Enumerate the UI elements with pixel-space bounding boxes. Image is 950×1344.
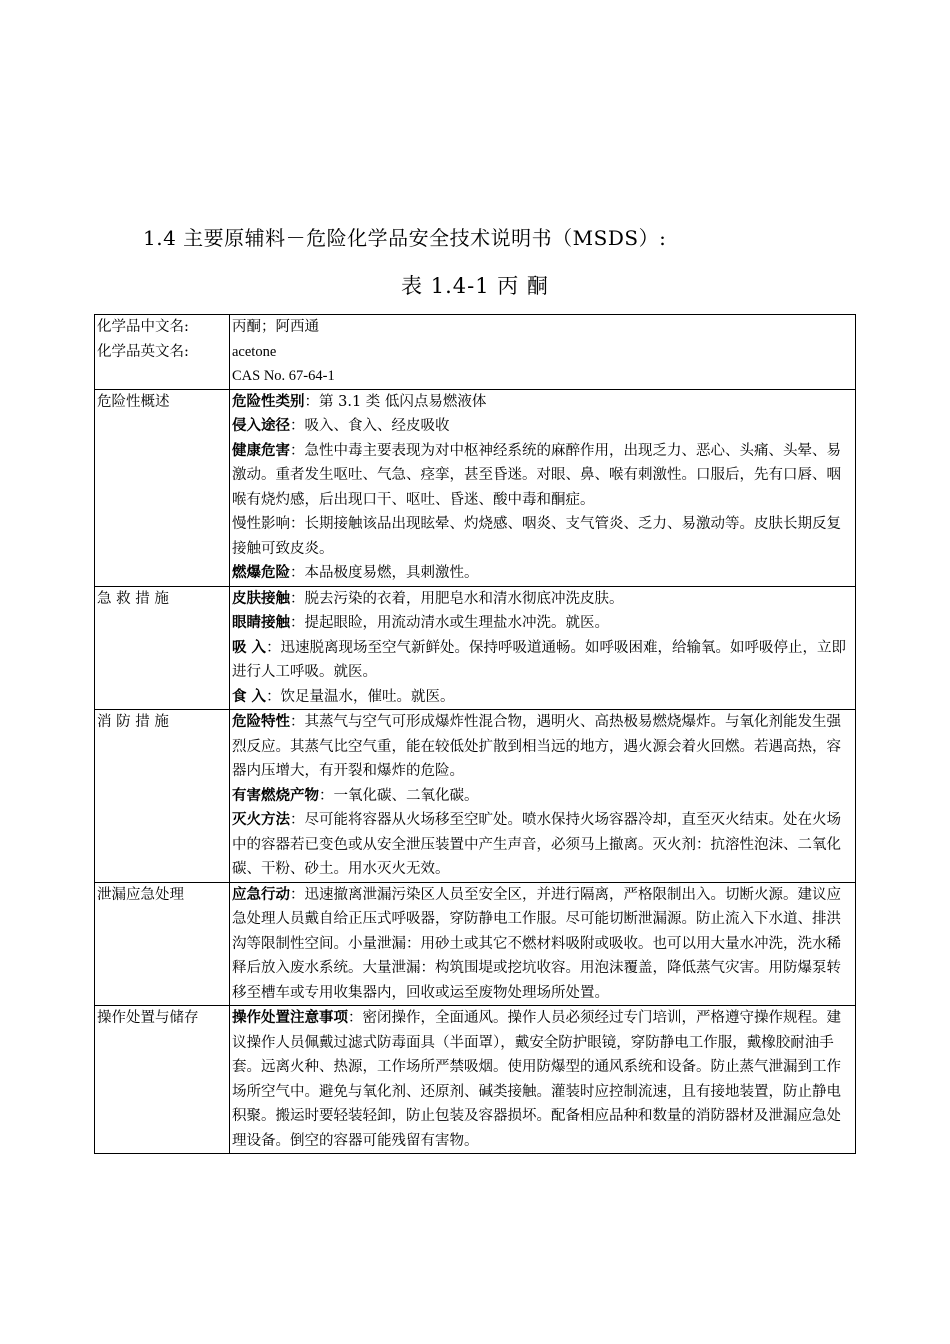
extinguishing-method: [232, 808, 854, 882]
health-hazard-text: ：急性中毒主要表现为对中枢神经系统的麻醉作用，出现乏力、恶心、头痛、头晕、易激动。重者发生呕吐、气急、痉挛，甚至昏迷。对眼、鼻、喉有刺激性。口服后，先有口唇、咽喉有烧灼感，后出现口干、呕吐、昏迷、酸中毒和酮症。: [232, 442, 841, 508]
firefighting-content: [230, 710, 856, 883]
ingestion-label: 食 入: [232, 688, 267, 705]
danger-property: [232, 710, 854, 784]
extinguishing-method-text: ：尽可能将容器从火场移至空旷处。喷水保持火场容器冷却，直至灭火结束。处在火场中的容器若已变色或从安全泄压装置中产生声音，必须马上撤离。灭火剂：抗溶性泡沫、二氧化碳、干粉、砂土。用水灭火无效。: [232, 812, 841, 877]
entry-route-label: 侵入途径: [232, 418, 290, 434]
emergency-action-text: ：迅速撤离泄漏污染区人员至安全区，并进行隔离，严格限制出入。切断火源。建议应急处理人员戴自给正压式呼吸器，穿防静电工作服。尽可能切断泄漏源。防止流入下水道、排洪沟等限制性空间。小量泄漏：用砂土或其它不燃材料吸附或吸收。也可以用大量水冲洗，洗水稀释后放入废水系统。大量泄漏：构筑围堤或挖坑收容。用泡沫覆盖，降低蒸气灾害。用防爆泵转移至槽车或专用收集器内，回收或运至废物处理场所处置。: [232, 886, 841, 1001]
inhalation-label: 吸 入: [232, 639, 267, 656]
skin-contact-label: 皮肤接触: [232, 590, 290, 607]
combustion-products-text: ：一氧化碳、二氧化碳。: [319, 787, 479, 804]
table-title: 表 1.4-1 丙 酮: [401, 274, 549, 298]
entry-route-text: ：吸入、食入、经皮吸收: [290, 418, 450, 434]
combustion-products-label: 有害燃烧产物: [232, 787, 319, 804]
eye-contact: [232, 611, 854, 636]
hazard-row: [95, 389, 856, 586]
en-name-label: 化学品英文名:: [97, 343, 189, 360]
handling-notes-text: ：密闭操作，全面通风。操作人员必须经过专门培训，严格遵守操作规程。建议操作人员佩戴过滤式防毒面具（半面罩），戴安全防护眼镜，穿防静电工作服，戴橡胶耐油手套。远离火种、热源，工作场所严禁吸烟。使用防爆型的通风系统和设备。防止蒸气泄漏到工作场所空气中。避免与氧化剂、还原剂、碱类接触。灌装时应控制流速，且有接地装置，防止静电积聚。搬运时要轻装轻卸，防止包装及容器损坏。配备相应品种和数量的消防器材及泄漏应急处理设备。倒空的容器可能残留有害物。: [232, 1010, 841, 1149]
hazard-label: 危险性概述: [95, 389, 230, 586]
first-aid-row: [95, 586, 856, 710]
cn-name-label: 化学品中文名:: [97, 319, 189, 335]
inhalation: [232, 636, 854, 685]
cas-number: CAS No. 67-64-1: [232, 368, 335, 384]
identity-label-cell: [95, 315, 230, 390]
handling-content: [230, 1006, 856, 1154]
first-aid-content: [230, 586, 856, 710]
handling-label: 操作处置与储存: [95, 1006, 230, 1154]
extinguishing-method-label: 灭火方法: [232, 812, 290, 828]
combustion-products: [232, 784, 854, 809]
firefighting-row: [95, 710, 856, 883]
msds-table: [94, 314, 856, 1154]
entry-route: [232, 414, 854, 439]
identity-value-cell: [230, 315, 856, 390]
handling-notes: [232, 1006, 854, 1153]
health-hazard-label: 健康危害: [232, 442, 290, 459]
hazard-category: [232, 390, 854, 415]
ingestion: [232, 685, 854, 710]
hazard-category-label: 危险性类别: [232, 393, 305, 410]
chronic-effect: 慢性影响：长期接触该品出现眩晕、灼烧感、咽炎、支气管炎、乏力、易激动等。皮肤长期反复接触可致皮炎。: [232, 516, 841, 557]
inhalation-text: ：迅速脱离现场至空气新鲜处。保持呼吸道通畅。如呼吸困难，给输氧。如呼吸停止，立即进行人工呼吸。就医。: [232, 639, 847, 680]
fire-hazard-label: 燃爆危险: [232, 565, 290, 581]
section-heading: 1.4 主要原辅料－危险化学品安全技术说明书（MSDS）:: [143, 226, 667, 250]
skin-contact: [232, 587, 854, 612]
ingestion-text: ：饮足量温水，催吐。就医。: [266, 688, 455, 705]
handling-row: [95, 1006, 856, 1154]
emergency-action-label: 应急行动: [232, 886, 290, 903]
cn-name-value: 丙酮；阿西通: [232, 319, 319, 335]
leak-label: 泄漏应急处理: [95, 882, 230, 1006]
skin-contact-text: ：脱去污染的衣着，用肥皂水和清水彻底冲洗皮肤。: [290, 590, 624, 607]
handling-notes-label: 操作处置注意事项: [232, 1010, 348, 1026]
fire-hazard: [232, 561, 854, 586]
leak-content: [230, 882, 856, 1006]
danger-property-text: ：其蒸气与空气可形成爆炸性混合物，遇明火、高热极易燃烧爆炸。与氧化剂能发生强烈反应。其蒸气比空气重，能在较低处扩散到相当远的地方，遇火源会着火回燃。若遇高热，容器内压增大，有开裂和爆炸的危险。: [232, 714, 841, 779]
eye-contact-label: 眼睛接触: [232, 615, 290, 631]
firefighting-label: 消 防 措 施: [95, 710, 230, 883]
eye-contact-text: ：提起眼睑，用流动清水或生理盐水冲洗。就医。: [290, 615, 609, 631]
danger-property-label: 危险特性: [232, 714, 290, 730]
emergency-action: [232, 883, 854, 1006]
hazard-category-text: ：第 3.1 类 低闪点易燃液体: [304, 393, 487, 410]
health-hazard: [232, 439, 854, 513]
en-name-value: acetone: [232, 343, 277, 360]
leak-row: [95, 882, 856, 1006]
hazard-content: [230, 389, 856, 586]
fire-hazard-text: ：本品极度易燃，具刺激性。: [290, 565, 479, 581]
identity-row: [95, 315, 856, 390]
first-aid-label: 急 救 措 施: [95, 586, 230, 710]
